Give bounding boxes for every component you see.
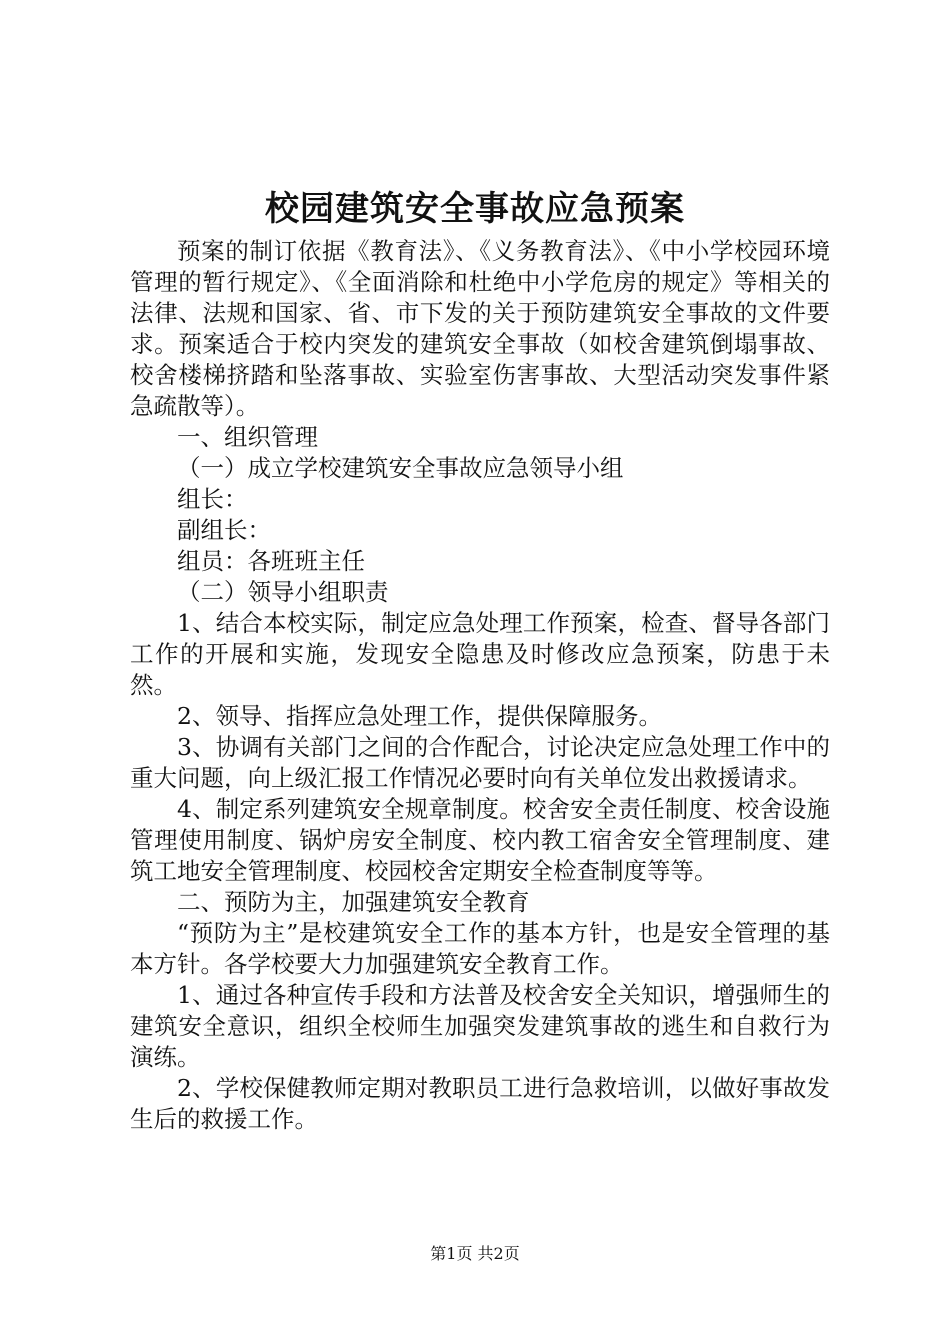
document-title: 校园建筑安全事故应急预案 (265, 189, 685, 229)
paragraph-prevention-principle: “预防为主”是校建筑安全工作的基本方针，也是安全管理的基本方针。各学校要大力加强建筑安全教育工作。 (130, 919, 830, 978)
subsection-heading-leadership-group: （一）成立学校建筑安全事故应急领导小组 (177, 454, 624, 482)
document-body (130, 236, 830, 1135)
paragraph-members: 组员：各班班主任 (177, 547, 365, 575)
paragraph-deputy-leader: 副组长： (177, 516, 271, 544)
page-footer: 第1页 共2页 (430, 1244, 520, 1263)
section-heading-organization: 一、组织管理 (177, 423, 318, 451)
list-item-duty-1: 1、结合本校实际，制定应急处理工作预案，检查、督导各部门工作的开展和实施，发现安全隐患及时修改应急预案，防患于未然。 (130, 609, 830, 699)
paragraph-intro: 预案的制订依据《教育法》、《义务教育法》、《中小学校园环境管理的暂行规定》、《全面消除和杜绝中小学危房的规定》等相关的法律、法规和国家、省、市下发的关于预防建筑安全事故的文件要求。预案适合于校内突发的建筑安全事故（如校舍建筑倒塌事故、校舍楼梯挤踏和坠落事故、实验室伤害事故、大型活动突发事件紧急疏散等）。 (130, 237, 830, 420)
subsection-heading-duties: （二）领导小组职责 (177, 578, 389, 606)
list-item-prevention-1: 1、通过各种宣传手段和方法普及校舍安全关知识，增强师生的建筑安全意识，组织全校师生加强突发建筑事故的逃生和自救行为演练。 (130, 981, 830, 1071)
list-item-duty-2: 2、领导、指挥应急处理工作，提供保障服务。 (177, 702, 662, 730)
list-item-duty-4: 4、制定系列建筑安全规章制度。校舍安全责任制度、校舍设施管理使用制度、锅炉房安全制度、校内教工宿舍安全管理制度、建筑工地安全管理制度、校园校舍定期安全检查制度等等。 (130, 795, 830, 885)
list-item-duty-3: 3、协调有关部门之间的合作配合，讨论决定应急处理工作中的重大问题，向上级汇报工作情况必要时向有关单位发出救援请求。 (130, 733, 830, 792)
paragraph-group-leader: 组长： (177, 485, 248, 513)
list-item-prevention-2: 2、学校保健教师定期对教职员工进行急救培训，以做好事故发生后的救援工作。 (130, 1074, 830, 1133)
section-heading-prevention: 二、预防为主，加强建筑安全教育 (177, 888, 530, 916)
